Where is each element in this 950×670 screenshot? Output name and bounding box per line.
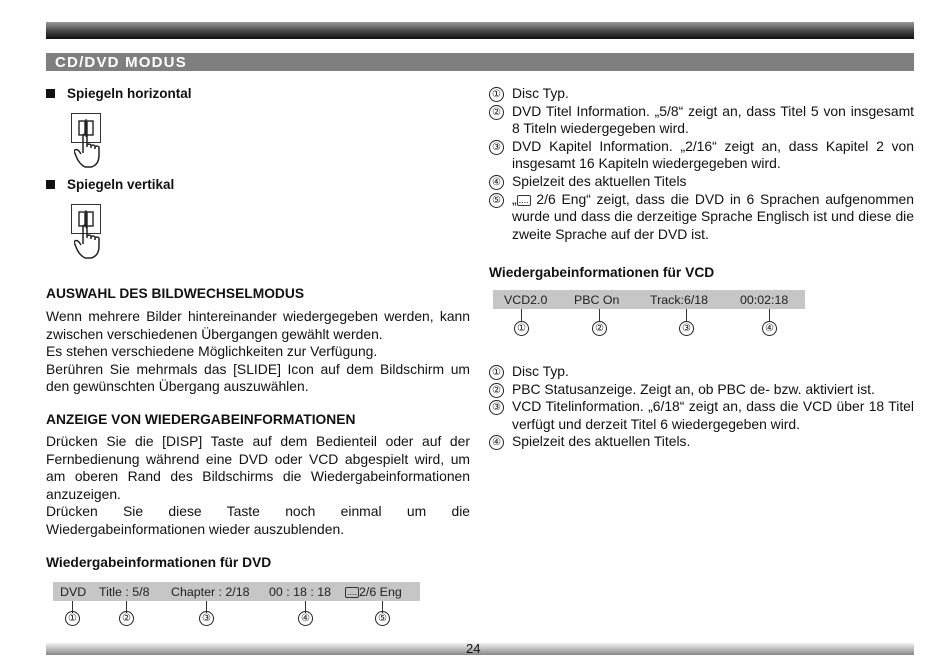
- vcd-bar-disc: VCD2.0: [504, 293, 548, 307]
- dvd-bar-language: [345, 585, 402, 599]
- item-text: PBC Statusanzeige. Zeigt an, ob PBC de- bzw. aktiviert ist.: [512, 380, 875, 397]
- language-icon: ....: [347, 587, 358, 597]
- bullet-label: Spiegeln horizontal: [67, 86, 192, 101]
- dvd-bar-time: 00 : 18 : 18: [269, 585, 332, 599]
- list-item: [489, 103, 914, 138]
- list-item: [489, 191, 914, 244]
- marker-tick: [769, 309, 770, 321]
- section-title: CD/DVD MODUS: [55, 54, 187, 71]
- info-heading: ANZEIGE VON WIEDERGABEINFORMATIONEN: [46, 412, 356, 427]
- vcd-marker-4: ④: [762, 321, 777, 336]
- list-item: [489, 138, 914, 173]
- list-item: [489, 85, 914, 103]
- list-item: [489, 173, 914, 191]
- item-number: ②: [489, 105, 504, 120]
- item-number: ①: [489, 87, 504, 102]
- vcd-marker-3: ③: [679, 321, 694, 336]
- page-number: 24: [466, 641, 481, 656]
- item-text: DVD Titel Information. „5/8“ zeigt an, dass Titel 5 von insgesamt 8 Titeln wiedergegeben wird.: [512, 102, 914, 137]
- item-quote: „: [512, 190, 517, 207]
- dvd-marker-4: ④: [298, 611, 313, 626]
- item-number: ③: [489, 400, 504, 415]
- slide-text: Es stehen verschiedene Möglichkeiten zur Verfügung.: [46, 343, 378, 360]
- item-text: 2/6 Eng“ zeigt, dass die DVD in 6 Sprachen aufgenommen wurde und dass die derzeitige Sprache Englisch ist und diese die zweite Sprache auf der DVD ist.: [512, 190, 914, 242]
- vcd-bar-time: 00:02:18: [740, 293, 789, 307]
- item-text: Spielzeit des aktuellen Titels.: [512, 433, 691, 450]
- dvd-info-bar: [53, 582, 420, 601]
- marker-tick: [521, 309, 522, 321]
- dvd-marker-3: ③: [199, 611, 214, 626]
- item-number: ④: [489, 175, 504, 190]
- slide-heading: AUSWAHL DES BILDWECHSELMODUS: [46, 286, 305, 301]
- vcd-info-heading: Wiedergabeinformationen für VCD: [489, 265, 715, 280]
- vcd-marker-2: ②: [592, 321, 607, 336]
- touch-hand-icon: [74, 224, 108, 260]
- item-number: ③: [489, 140, 504, 155]
- slide-text: Berühren Sie mehrmals das [SLIDE] Icon auf dem Bildschirm um den gewünschten Übergang auszuwählen.: [46, 360, 470, 395]
- dvd-bar-lang-text: 2/6 Eng: [359, 585, 402, 599]
- item-number: ④: [489, 435, 504, 450]
- dvd-marker-5: ⑤: [375, 611, 390, 626]
- dvd-marker-1: ①: [65, 611, 80, 626]
- section-header-bar: [46, 53, 914, 71]
- bullet-mirror-vertical: [46, 177, 174, 192]
- bullet-mirror-horizontal: [46, 86, 192, 101]
- marker-tick: [686, 309, 687, 321]
- item-number: ①: [489, 365, 504, 380]
- list-item: [489, 381, 914, 399]
- vcd-info-bar: [493, 290, 805, 309]
- list-item: [489, 398, 914, 433]
- item-number: ②: [489, 383, 504, 398]
- dvd-info-heading: Wiedergabeinformationen für DVD: [46, 555, 272, 570]
- dvd-marker-2: ②: [119, 611, 134, 626]
- bullet-label: Spiegeln vertikal: [67, 177, 175, 192]
- language-icon: ....: [518, 194, 529, 205]
- top-decorative-band: [46, 22, 914, 39]
- vcd-bar-pbc: PBC On: [574, 293, 620, 307]
- info-text: Drücken Sie die [DISP] Taste auf dem Bedienteil oder auf der Fernbedienung während eine DVD oder VCD abgespielt wird, um am oberen Rand des Bildschirms die Wiedergabeinformationen anzuzeigen.: [46, 433, 470, 502]
- slide-paragraph: [46, 308, 470, 396]
- vcd-bar-track: Track:6/18: [650, 293, 709, 307]
- dvd-bar-title: Title : 5/8: [99, 585, 150, 599]
- marker-tick: [599, 309, 600, 321]
- touch-hand-icon: [74, 133, 108, 169]
- info-paragraph: [46, 433, 470, 539]
- dvd-info-list: [489, 85, 914, 243]
- list-item: [489, 363, 914, 381]
- bullet-square-icon: [46, 89, 55, 98]
- item-text: Disc Typ.: [512, 363, 569, 379]
- item-text: Spielzeit des aktuellen Titels: [512, 172, 687, 189]
- list-item: [489, 433, 914, 451]
- bullet-square-icon: [46, 180, 55, 189]
- vcd-marker-1: ①: [514, 321, 529, 336]
- item-text: DVD Kapitel Information. „2/16“ zeigt an, dass Kapitel 2 von insgesamt 16 Kapiteln wiedergegeben wird.: [512, 137, 914, 172]
- dvd-bar-disc: DVD: [60, 585, 87, 599]
- slide-text: Wenn mehrere Bilder hintereinander wiedergegeben werden, kann zwischen verschiedenen Übergangen gewählt werden.: [46, 308, 470, 342]
- item-number: ⑤: [489, 193, 504, 208]
- item-text: Disc Typ.: [512, 85, 569, 101]
- info-text: Drücken Sie diese Taste noch einmal um die Wiedergabeinformationen wieder auszublenden.: [46, 503, 470, 537]
- item-text: VCD Titelinformation. „6/18“ zeigt an, dass die VCD über 18 Titel verfügt und derzeit Titel 6 wiedergegeben wird.: [512, 398, 914, 432]
- vcd-info-list: [489, 363, 914, 451]
- dvd-bar-chapter: Chapter : 2/18: [171, 585, 250, 599]
